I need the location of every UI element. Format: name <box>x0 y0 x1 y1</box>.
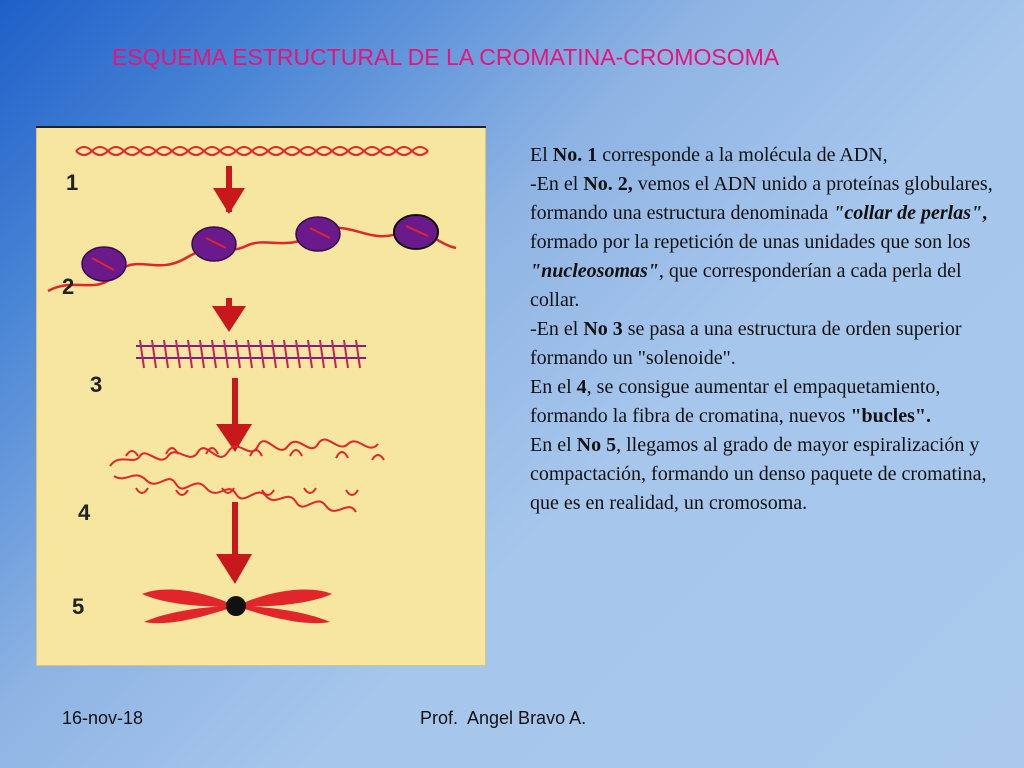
stage-label-5: 5 <box>72 594 85 619</box>
text-run: se pasa a una estructura de orden superior formando un "solenoide". <box>530 318 962 369</box>
text-run: En el <box>530 376 577 398</box>
chromatin-loops <box>110 439 384 512</box>
slide-title: ESQUEMA ESTRUCTURAL DE LA CROMATINA-CROMOSOMA <box>112 44 780 70</box>
text-run-bold: 4 <box>576 376 587 398</box>
text-run: -En el <box>530 318 584 340</box>
text-run-bold-italic: "nucleosomas" <box>530 260 659 282</box>
text-run: En el <box>530 434 577 456</box>
paragraph-1 <box>530 141 1000 170</box>
text-run-bold: , <box>982 202 988 224</box>
text-run: formado por la repetición de unas unidades que son los <box>530 231 971 253</box>
text-run-bold: No. 2, <box>583 173 633 195</box>
arrow-1-to-2 <box>213 166 245 214</box>
chromosome <box>142 590 332 624</box>
stage-label-2: 2 <box>62 274 75 299</box>
text-run-bold-italic: "collar de perlas" <box>833 202 983 224</box>
chromatin-diagram <box>36 126 486 666</box>
explanation-text <box>530 141 1000 518</box>
chromatin-diagram-graphic <box>36 126 486 666</box>
paragraph-3 <box>530 315 1000 373</box>
arrow-4-to-5 <box>216 502 252 584</box>
text-run: vemos el ADN unido a proteínas globulares, formando una estructura denominada <box>530 173 993 224</box>
text-run: , que corresponderían a cada perla del collar. <box>530 260 962 311</box>
paragraph-2 <box>530 170 1000 315</box>
text-run: corresponde a la molécula de ADN, <box>597 144 888 166</box>
text-run: , llegamos al grado de mayor espiralización y compactación, formando un denso paquete de cromatina, que es en realidad, un cromosoma. <box>530 434 987 514</box>
text-run-bold: No. 1 <box>552 144 598 166</box>
text-run: , se consigue aumentar el empaquetamiento, formando la fibra de cromatina, nuevos <box>530 376 941 427</box>
footer-author: Prof. Angel Bravo A. <box>420 708 587 728</box>
arrow-2-to-3 <box>212 298 246 332</box>
stage-label-1: 1 <box>66 170 79 195</box>
text-run-bold: No 5 <box>576 434 617 456</box>
paragraph-5 <box>530 431 1000 518</box>
text-run: -En el <box>530 173 584 195</box>
paragraph-4 <box>530 373 1000 431</box>
text-run: El <box>530 144 553 166</box>
arrow-3-to-4 <box>216 378 252 452</box>
solenoid-fiber <box>136 340 366 368</box>
stage-label-3: 3 <box>90 372 103 397</box>
nucleosome-string <box>48 215 456 291</box>
stage-label-4: 4 <box>78 500 91 525</box>
text-run-bold: No 3 <box>583 318 623 340</box>
text-run-bold: "bucles". <box>850 405 931 427</box>
dna-double-helix <box>76 147 428 155</box>
footer-date: 16-nov-18 <box>62 708 144 728</box>
